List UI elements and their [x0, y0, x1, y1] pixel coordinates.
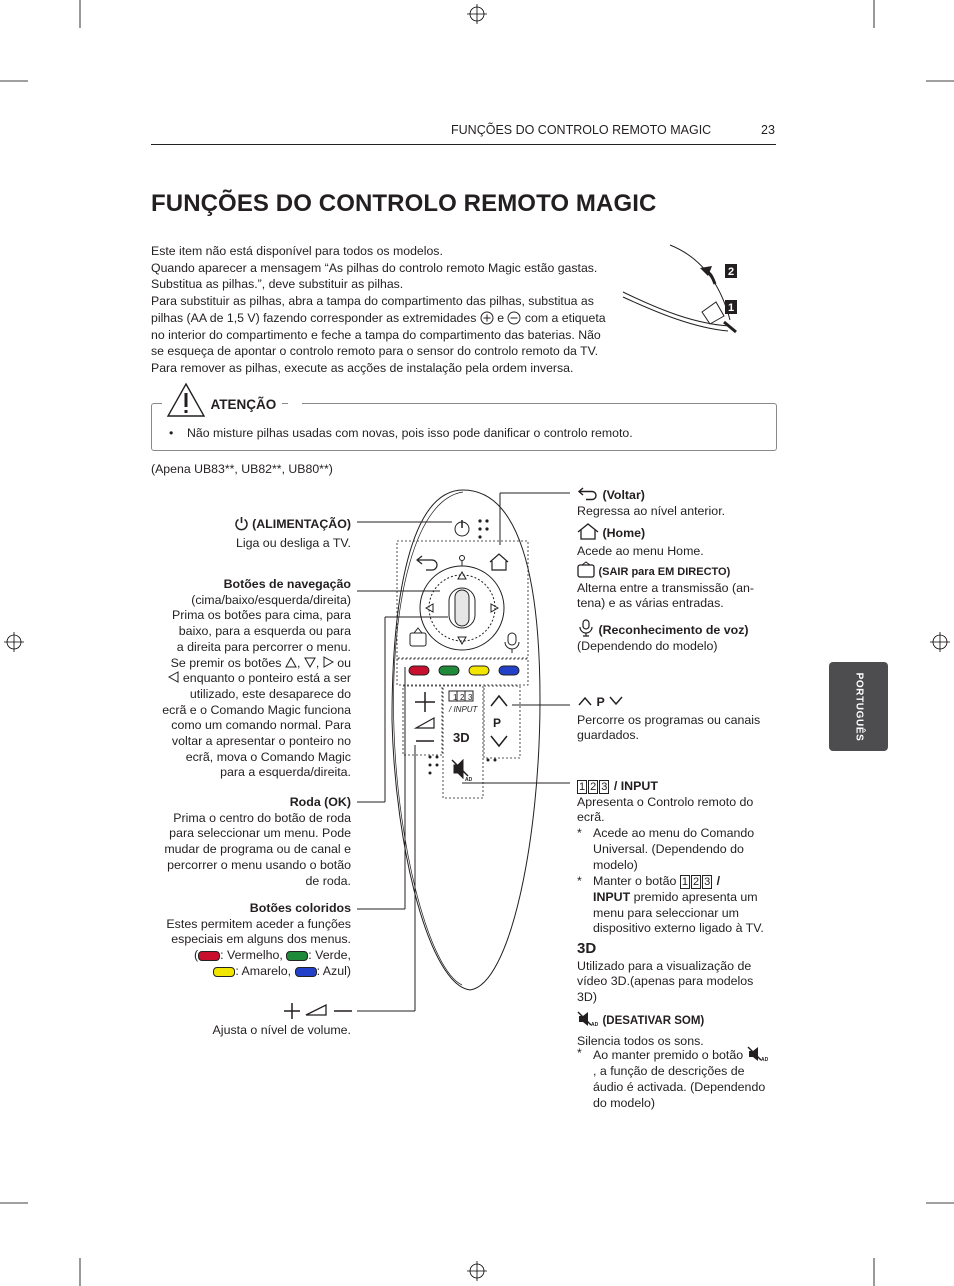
mute-note: * Ao manter premido o botão AD , a função de descrições de áudio é activada. (Dependendo do modelo): [577, 1046, 768, 1110]
mute-ad-icon: [747, 1046, 769, 1062]
home-button-label: (Home) Acede ao menu Home.: [577, 523, 704, 559]
svg-text:1: 1: [727, 302, 735, 314]
svg-text:2: 2: [727, 266, 735, 278]
svg-text:AD: AD: [760, 1057, 768, 1063]
volume-icons: [282, 1001, 354, 1021]
channel-button-label: P Percorre os programas ou canais guardados.: [577, 695, 761, 743]
page-number: 23: [761, 123, 775, 137]
3d-button-label: 3D Utilizado para a visualização de vídeo 3D.(apenas para modelos 3D): [577, 940, 754, 1005]
running-header: FUNÇÕES DO CONTROLO REMOTO MAGIC: [451, 123, 712, 137]
yellow-swatch: [213, 967, 235, 977]
input-note-1: * Acede ao menu do Comando Universal. (Dependendo do modelo): [577, 826, 755, 872]
svg-text:P: P: [493, 716, 502, 730]
svg-text:/ INPUT: / INPUT: [449, 705, 478, 714]
red-swatch: [198, 951, 220, 961]
volume-label: Ajusta o nível de volume.: [212, 1023, 351, 1037]
up-triangle-icon: [285, 657, 297, 668]
live-tv-button-label: (SAIR para EM DIRECTO) Alterna entre a transmissão (an- tena) e as várias entradas.: [577, 561, 754, 612]
channel-up-icon: [577, 695, 593, 707]
svg-text:2: 2: [460, 693, 465, 702]
blue-swatch: [295, 967, 317, 977]
back-button-label: (Voltar) Regressa ao nível anterior.: [577, 488, 726, 518]
caution-bullet: • Não misture pilhas usadas com novas, pois isso pode danificar o controlo remoto.: [169, 426, 633, 440]
input-button-label: 1 2 3 / INPUT Apresenta o Controlo remoto do ecrã. * Acede ao menu do Comando Universal. (Dependendo do modelo) * Manter o botão 1 2 3 / INPUT premido apresenta um menu para seleccionar um dispositivo externo ligado à TV.: [577, 779, 764, 936]
mute-button-label: AD (DESATIVAR SOM) Silencia todos os sons. * Ao manter premido o botão AD , a função de descrições de áudio é activada. (Dependendo do modelo): [577, 1011, 769, 1111]
page-title: FUNÇÕES DO CONTROLO REMOTO MAGIC: [151, 190, 657, 217]
models-note: (Apena UB83**, UB82**, UB80**): [151, 462, 333, 476]
mute-icon: [577, 1011, 599, 1027]
channel-down-icon: [608, 695, 624, 707]
svg-text:1: 1: [453, 693, 458, 702]
home-icon: [577, 523, 599, 540]
voice-button-label: (Reconhecimento de voz) (Dependendo do modelo): [577, 619, 749, 654]
color-buttons-label: Botões coloridos Estes permitem aceder a funções especiais em alguns dos menus. ( : Vermelho, : Verde, : Amarelo, : Azul): [166, 901, 351, 978]
live-tv-icon: [577, 561, 595, 578]
right-triangle-icon: [323, 656, 334, 668]
language-side-tab: PORTUGUÊS: [829, 662, 888, 751]
wheel-ok-label: Roda (OK) Prima o centro do botão de roda para seleccionar um menu. Pode mudar de programa ou de canal e percorrer o menu usando o botão de roda.: [164, 795, 351, 888]
svg-text:3D: 3D: [453, 730, 470, 745]
caution-label: ATENÇÃO: [210, 397, 277, 412]
left-triangle-icon: [168, 671, 179, 683]
3d-icon: 3D: [577, 940, 597, 957]
nav-buttons-label: Botões de navegação (cima/baixo/esquerda/direita) Prima os botões para cima, para baixo, para a esquerda ou para a direita para percorrer o menu. Se premir os botões , , ou enquanto o ponteiro está a ser utilizado, este desaparece do ecrã e o Comando Magic funciona como um comando normal. Para voltar a apresentar o ponteiro no ecrã, mova o Comando Magic para a esquerda/direita.: [162, 577, 351, 780]
svg-text:AD: AD: [591, 1022, 599, 1027]
intro-paragraph: Este item não está disponível para todos os modelos. Quando aparecer a mensagem “As pilhas do controlo remoto Magic estão gastas. Substitua as pilhas.”, deve substituir as pilhas. Para substituir as pilhas, abra a tampa do compartimento das pilhas, substitua as pilhas (AA de 1,5 V) fazendo corresponder as extremidades e com a etiqueta no interior do compartimento e feche a tampa do compartimento das baterias. Não se esqueça de apontar o controlo remoto para o sensor do controlo remoto da TV. Para remover as pilhas, execute as acções de instalação pela ordem inversa.: [151, 244, 606, 375]
input-note-2: * Manter o botão 1 2 3 / INPUT premido apresenta um menu para seleccionar um dispositivo externo ligado à TV.: [577, 874, 764, 936]
green-swatch: [286, 951, 308, 961]
svg-text:3: 3: [468, 693, 473, 702]
power-icon: [234, 516, 249, 531]
power-button-label: (ALIMENTAÇÃO) Liga ou desliga a TV.: [234, 516, 351, 551]
back-icon: [577, 486, 599, 501]
down-triangle-icon: [304, 657, 316, 668]
svg-text:AD: AD: [465, 777, 473, 783]
microphone-icon: [577, 619, 595, 637]
